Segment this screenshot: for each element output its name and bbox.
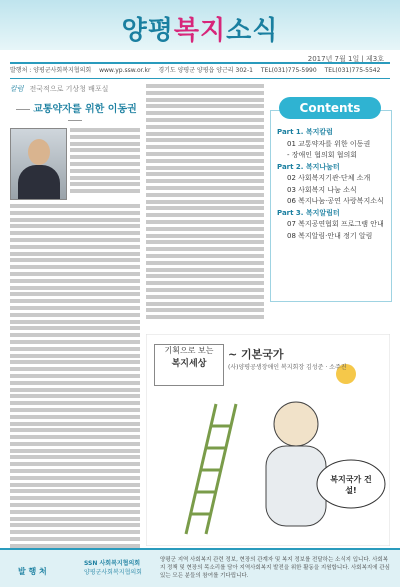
toc-item[interactable]: - 장애인 협의회 협의회 <box>287 151 358 159</box>
person-head-icon <box>274 402 318 446</box>
toc-item[interactable]: 08 복지알림·안내 정기 알림 <box>287 231 373 240</box>
cartoon-section <box>146 334 390 546</box>
table-of-contents <box>277 127 384 242</box>
ssn-logo: SSN 사회복지협의회 양평군사회복지협의회 <box>84 560 142 576</box>
section-sub: 전국적으로 기상청 배포실 <box>29 85 109 93</box>
author-head <box>28 139 50 165</box>
toc-item[interactable]: 07 복지공연협회 프로그램 안내 <box>287 220 384 228</box>
toc-part-1[interactable]: Part 1. 복지칼럼 <box>277 128 333 136</box>
toc-part-2[interactable]: Part 2. 복지나눔터 <box>277 162 340 171</box>
cartoon-subtitle: (사)양평공생장애인 복지회장 김성준 · 소주진 <box>228 364 347 371</box>
author-suit <box>18 165 60 199</box>
section-tag <box>10 84 140 94</box>
contents-box <box>270 101 392 302</box>
toc-item[interactable]: 06 복지나눔·공연 사랑복지소식 <box>287 197 384 205</box>
article-text-block-1 <box>70 128 140 196</box>
cartoon-title: ~ 기본국가 <box>228 348 284 361</box>
newsletter-title: 양평복지소식 <box>121 16 279 46</box>
author-photo <box>10 128 67 200</box>
issue-date: 2017년 7월 1일 | 제3호 <box>307 55 384 63</box>
header-banner <box>0 0 400 50</box>
publisher-text: 발행처 : 양평군사회복지협의회 <box>10 67 92 74</box>
toc-part-3[interactable]: Part 3. 복지알림터 <box>277 208 340 217</box>
article-text-block-3 <box>146 84 264 319</box>
toc-item[interactable]: 02 사회복지기관·단체 소개 <box>287 174 371 182</box>
middle-column <box>146 84 264 330</box>
fax-text: TEL(031)775-5542 <box>324 67 381 74</box>
footer <box>0 548 400 587</box>
left-column <box>10 84 140 546</box>
article-text-block-2 <box>10 204 140 587</box>
footer-publisher-label: 발 행 처 <box>18 567 47 576</box>
section-name: 칼럼 <box>10 85 24 93</box>
cartoon-label-box: 기획으로 보는 복지세상 <box>154 344 224 386</box>
contents-heading: Contents <box>279 97 381 119</box>
publisher-website[interactable]: www.yp.ssw.or.kr <box>99 67 151 74</box>
address-text: 경기도 양평군 양평읍 양근리 302-1 <box>158 67 253 74</box>
toc-item[interactable]: 03 사회복지 나눔 소식 <box>287 185 357 194</box>
publication-info-bar <box>10 62 390 79</box>
article-title: 교통약자를 위한 이동권 <box>10 100 140 126</box>
footer-description: 양평군 지역 사회복지 관련 정보, 현장의 관계자 및 복지 정보를 전달하는 소식지 입니다. 사회복지 정책 및 현장의 목소리를 담아 지역사회복지 발전을 위한 활동을 지원합니다. 사회복지에 관심 있는 모든 분들의 참여를 기다립니다. <box>160 557 390 579</box>
toc-item[interactable]: 01 교통약자를 위한 이동권 <box>287 139 371 148</box>
tel-text: TEL(031)775-5990 <box>260 67 317 74</box>
speech-bubble-text: 복지국가 건설! <box>330 475 372 495</box>
